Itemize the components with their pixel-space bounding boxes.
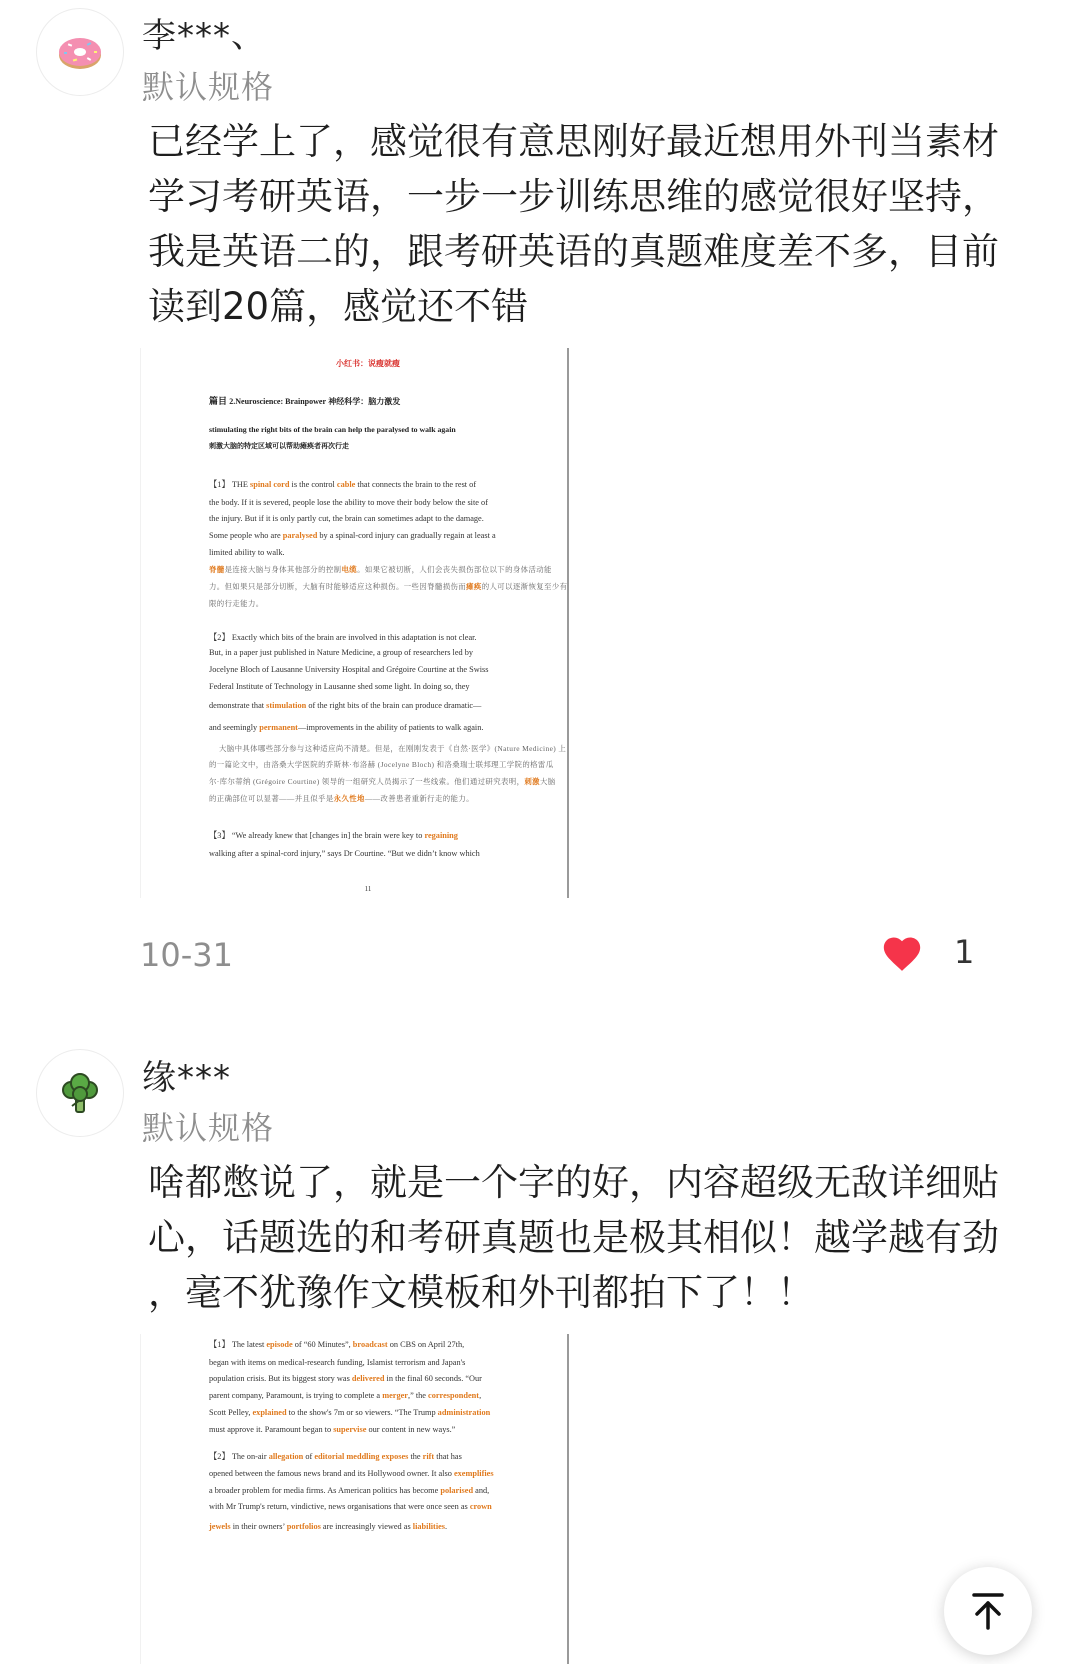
doc-text: population crisis. But its biggest story was — [209, 1374, 352, 1383]
doc-keyword: rift — [422, 1452, 435, 1461]
doc-line-cn — [209, 581, 568, 592]
like-button[interactable] — [880, 932, 974, 972]
doc-line — [209, 1469, 527, 1478]
doc-keyword: episode — [266, 1340, 293, 1349]
doc-line — [209, 1408, 527, 1417]
doc-text: 的正确部位可以显著——并且似乎是 — [209, 794, 334, 803]
doc-keyword: cable — [336, 480, 356, 489]
doc-line — [209, 1391, 527, 1400]
doc-keyword: administration — [437, 1408, 491, 1417]
doc-header: 小红书：说瘦就瘦 — [336, 359, 400, 368]
doc-keyword: 刺激 — [524, 777, 540, 786]
doc-line — [209, 701, 527, 710]
doc-keyword: paralysed — [282, 531, 318, 540]
comment-line: 啥都憋说了，就是一个字的好，内容超级无敌详细贴 — [148, 1161, 999, 1204]
doc-keyword: broadcast — [352, 1340, 388, 1349]
doc-line — [209, 1374, 527, 1383]
doc-text: 【1】 The latest — [209, 1340, 267, 1349]
doc-text: in the final 60 seconds. “Our — [384, 1374, 482, 1383]
broccoli-icon — [57, 1070, 103, 1116]
doc-keyword: polarised — [440, 1486, 474, 1495]
doc-keyword: merger — [382, 1391, 408, 1400]
doc-text: is the control — [289, 480, 337, 489]
doc-text: to the show's 7m or so viewers. “The Trump — [286, 1408, 438, 1417]
doc-subtitle-en: stimulating the right bits of the brain can help the paralysed to walk again — [209, 425, 456, 434]
doc-text: are increasingly viewed as — [320, 1522, 413, 1531]
doc-keyword: crown — [469, 1502, 492, 1511]
doc-text: 尔·库尔蒂纳 (Grégoire Courtine) 领导的一组研究人员揭示了一些线索。他们通过研究表明， — [209, 777, 525, 786]
doc-line — [209, 531, 527, 540]
doc-text: that connects the brain to the rest of — [355, 480, 477, 489]
doc-line-cn — [209, 776, 556, 787]
doc-line-cn: 限的行走能力。 — [209, 599, 264, 608]
doc-text: Scott Pelley, — [209, 1408, 253, 1417]
doc-line — [209, 1338, 527, 1350]
doc-keyword: liabilities — [412, 1522, 446, 1531]
doc-text: . — [445, 1522, 448, 1531]
doc-line-cn: 大脑中具体哪些部分参与这种适应尚不清楚。但是，在刚刚发表于《自然·医学》(Nature Medicine) 上 — [219, 744, 567, 753]
doc-text: 【1】 THE — [209, 480, 251, 489]
doc-text: 是连接大脑与身体其他部分的控制 — [224, 565, 342, 574]
doc-line: the injury. But if it is only partly cut, the brain can sometimes adapt to the damage. — [209, 514, 484, 523]
doc-line: Jocelyne Bloch of Lausanne University Hospital and Grégoire Courtine at the Swiss — [209, 665, 489, 674]
doc-line: Federal Institute of Technology in Lausanne shed some light. In doing so, they — [209, 682, 470, 691]
username[interactable]: 李***、 — [142, 16, 266, 56]
doc-line: walking after a spinal-cord injury,” says Dr Courtine. “But we didn’t know which — [209, 849, 480, 858]
doc-page-number: 11 — [364, 885, 372, 893]
doc-subtitle-cn: 刺激大脑的特定区域可以帮助瘫痪者再次行走 — [209, 442, 349, 450]
donut-icon — [56, 32, 104, 72]
review-image[interactable] — [140, 348, 569, 898]
doc-text: 【2】 The on-air — [209, 1452, 269, 1461]
doc-line: But, in a paper just published in Nature Medicine, a group of researchers led by — [209, 648, 474, 657]
like-count: 1 — [954, 933, 975, 971]
doc-text: in their owners’ — [230, 1522, 287, 1531]
doc-text: of — [303, 1452, 315, 1461]
doc-keyword: spinal cord — [250, 480, 290, 489]
doc-line — [209, 829, 527, 841]
comment-line: 读到20篇，感觉还不错 — [148, 285, 529, 328]
doc-text: and seemingly — [209, 723, 260, 732]
doc-text: a broader problem for media firms. As American politics has become — [209, 1486, 441, 1495]
doc-line-cn — [209, 564, 552, 575]
review-image[interactable] — [140, 1334, 569, 1664]
doc-line — [209, 1522, 527, 1531]
doc-text: —improvements in the ability of patients to walk again. — [297, 723, 484, 732]
doc-line — [209, 1486, 527, 1495]
doc-line — [209, 1502, 527, 1511]
comment-line: 心，话题选的和考研真题也是极其相似！越学越有劲 — [148, 1216, 999, 1259]
comment-line: 我是英语二的，跟考研英语的真题难度差不多，目前 — [148, 230, 999, 273]
doc-keyword: delivered — [351, 1374, 385, 1383]
doc-text: ——改善患者重新行走的能力。 — [364, 794, 474, 803]
doc-keyword: jewels — [209, 1522, 231, 1531]
comment-text — [148, 114, 1028, 334]
doc-title-en: 2.Neuroscience: Brainpower — [229, 397, 326, 406]
doc-keyword: 电缆 — [341, 565, 358, 574]
doc-text: , — [479, 1391, 482, 1400]
variant-label: 默认规格 — [142, 1109, 275, 1147]
doc-line — [209, 723, 527, 732]
doc-text: 。如果它被切断，人们会丧失损伤部位以下的身体活动能 — [357, 565, 552, 574]
doc-line — [209, 478, 527, 490]
doc-keyword: correspondent — [428, 1391, 480, 1400]
doc-text: 的人可以逐渐恢复至少有 — [481, 582, 568, 591]
doc-keyword: 瘫痪 — [466, 582, 482, 591]
doc-line: limited ability to walk. — [209, 548, 285, 557]
doc-text: and, — [473, 1486, 490, 1495]
doc-keyword: portfolios — [286, 1522, 321, 1531]
doc-keyword: exposes — [381, 1452, 409, 1461]
doc-text: must approve it. Paramount began to — [209, 1425, 334, 1434]
doc-keyword: stimulation — [266, 701, 307, 710]
comment-line: 学习考研英语，一步一步训练思维的感觉很好坚持， — [148, 175, 999, 218]
doc-text: 【3】 “We already knew that [changes in] the brain were key to — [209, 831, 425, 840]
comment-line: ，毫不犹豫作文模板和外刊都拍下了！！ — [148, 1271, 814, 1314]
doc-keyword: permanent — [259, 723, 298, 732]
doc-text: demonstrate that — [209, 701, 267, 710]
doc-line — [209, 1450, 527, 1462]
doc-title — [209, 394, 527, 407]
doc-line — [209, 1425, 527, 1434]
doc-text: of the right bits of the brain can produce dramatic— — [306, 701, 482, 710]
doc-text: Some people who are — [209, 531, 283, 540]
doc-line: began with items on medical-research funding, Islamist terrorism and Japan's — [209, 1358, 466, 1367]
username[interactable]: 缘*** — [142, 1058, 231, 1098]
doc-line-cn: 的一篇论文中，由洛桑大学医院的乔斯林·布洛赫 (Jocelyne Bloch) 和洛桑瑞士联邦理工学院的格雷瓜 — [209, 760, 554, 769]
doc-text: on CBS on April 27th, — [387, 1340, 465, 1349]
comment-line: 已经学上了，感觉很有意思刚好最近想用外刊当素材 — [148, 120, 999, 163]
doc-text: our content in new ways.” — [366, 1425, 456, 1434]
comment-text — [148, 1155, 1028, 1320]
doc-title-prefix: 篇目 — [209, 396, 228, 406]
doc-keyword: editorial meddling — [314, 1452, 380, 1461]
doc-text: 大脑 — [539, 777, 556, 786]
doc-keyword: explained — [252, 1408, 287, 1417]
doc-keyword: 脊髓 — [209, 565, 225, 574]
back-to-top-button[interactable] — [944, 1567, 1032, 1655]
doc-keyword: supervise — [333, 1425, 367, 1434]
doc-text: parent company, Paramount, is trying to complete a — [209, 1391, 383, 1400]
doc-line: 【2】 Exactly which bits of the brain are involved in this adaptation is not clear. — [209, 633, 477, 642]
doc-text: of “60 Minutes”, — [292, 1340, 353, 1349]
doc-text: the — [408, 1452, 423, 1461]
heart-icon — [880, 932, 924, 972]
avatar[interactable] — [36, 1049, 124, 1137]
arrow-up-to-line-icon — [971, 1592, 1005, 1630]
doc-keyword: allegation — [268, 1452, 304, 1461]
doc-keyword: regaining — [424, 831, 458, 840]
doc-keyword: exemplifies — [453, 1469, 494, 1478]
doc-keyword: 永久性地 — [333, 794, 365, 803]
doc-text: by a spinal-cord injury can gradually regain at least a — [317, 531, 496, 540]
comment-date: 10-31 — [140, 936, 233, 974]
doc-line: the body. If it is severed, people lose the ability to move their body below the site of — [209, 498, 488, 507]
doc-text: opened between the famous news brand and its Hollywood owner. It also — [209, 1469, 454, 1478]
doc-text: ,” the — [408, 1391, 429, 1400]
doc-line-cn — [209, 793, 527, 804]
variant-label: 默认规格 — [142, 68, 275, 106]
doc-title-cn: 神经科学：脑力激发 — [328, 397, 401, 406]
avatar[interactable] — [36, 8, 124, 96]
doc-text: that has — [434, 1452, 462, 1461]
doc-text: with Mr Trump's return, vindictive, news organisations that were once seen as — [209, 1502, 470, 1511]
doc-text: 力。但如果只是部分切断，大脑有时能够适应这种损伤。一些因脊髓损伤而 — [209, 582, 467, 591]
